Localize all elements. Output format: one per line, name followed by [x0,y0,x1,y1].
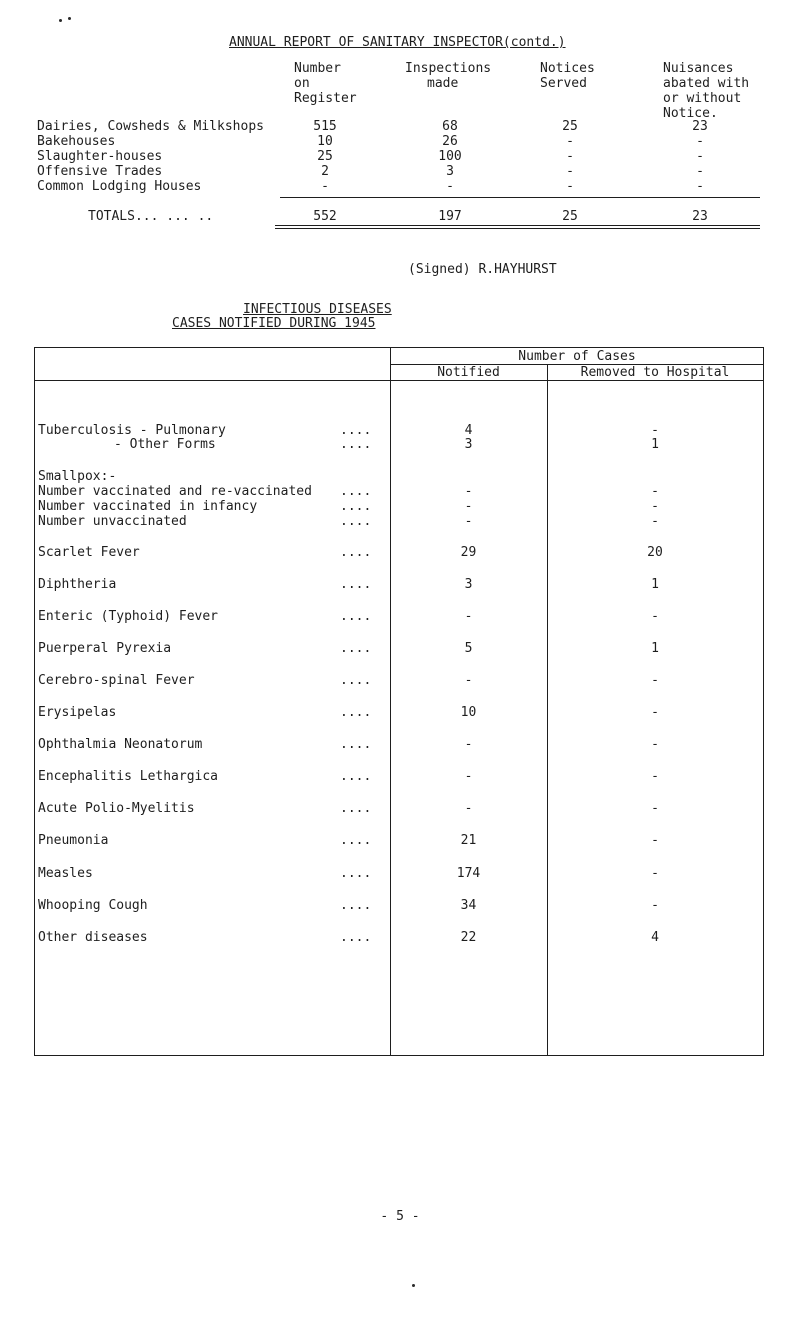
cell-notices: - [566,179,574,194]
cell-notified: 5 [464,641,473,656]
col-header-notices: Notices Served [540,61,595,91]
disease-label: Encephalitis Lethargica [38,769,219,784]
section-title: INFECTIOUS DISEASES [243,302,392,317]
disease-label: - Other Forms [114,437,216,452]
section-subtitle: CASES NOTIFIED DURING 1945 [172,316,376,331]
total-register: 552 [313,209,337,224]
col-divider-main [390,347,391,1055]
disease-label: Measles [38,866,93,881]
cell-removed: 1 [651,577,659,592]
leader-dots: .... [340,673,372,688]
disease-label: Other diseases [38,930,148,945]
totals-underline [275,225,760,226]
cell-removed: - [651,499,659,514]
cell-removed: - [651,801,659,816]
total-notices: 25 [562,209,578,224]
cell-notified: 34 [460,898,477,913]
cell-nuisances: - [696,134,704,149]
cell-removed: - [651,484,659,499]
cell-notified: - [464,609,473,624]
disease-label: Cerebro-spinal Fever [38,673,195,688]
cell-register: 515 [313,119,337,134]
disease-label: Diphtheria [38,577,117,592]
cell-nuisances: 23 [692,119,708,134]
col-header-nuisances: Nuisances abated with or without Notice. [663,61,750,121]
leader-dots: .... [340,930,372,945]
disease-label: Smallpox:- [38,469,117,484]
cell-removed: - [651,737,659,752]
cell-removed: 1 [651,437,659,452]
cell-register: - [321,179,329,194]
cell-notified: 4 [464,423,473,438]
table-top-border [34,347,764,348]
total-nuisances: 23 [692,209,708,224]
cell-nuisances: - [696,149,704,164]
leader-dots: .... [340,737,372,752]
disease-label: Number vaccinated and re-vaccinated [38,484,312,499]
cell-inspections: - [446,179,454,194]
cell-removed: 4 [651,930,659,945]
disease-label: Enteric (Typhoid) Fever [38,609,219,624]
cell-inspections: 68 [442,119,458,134]
disease-label: Puerperal Pyrexia [38,641,172,656]
row-label: Bakehouses [37,134,116,149]
cell-register: 2 [321,164,329,179]
cell-register: 25 [317,149,333,164]
totals-label: TOTALS... ... .. [88,209,214,224]
table-left-border [34,347,35,1055]
leader-dots: .... [340,609,372,624]
leader-dots: .... [340,769,372,784]
page-number: - 5 - [380,1209,420,1224]
header-number-of-cases: Number of Cases [518,349,636,364]
leader-dots: .... [340,499,372,514]
leader-dots: .... [340,641,372,656]
cell-notified: - [464,514,473,529]
cell-removed: - [651,423,659,438]
disease-label: Number unvaccinated [38,514,187,529]
cell-nuisances: - [696,179,704,194]
disease-label: Scarlet Fever [38,545,140,560]
totals-double-underline [275,228,760,229]
cell-notified: - [464,673,473,688]
cell-removed: - [651,673,659,688]
stray-mark [59,19,62,22]
leader-dots: .... [340,484,372,499]
cell-removed: - [651,866,659,881]
leader-dots: .... [340,577,372,592]
divider [280,197,760,198]
cell-notices: - [566,164,574,179]
col-header-register: Number on Register [294,61,357,106]
cell-removed: - [651,833,659,848]
cell-removed: 20 [647,545,663,560]
cell-nuisances: - [696,164,704,179]
cell-notified: 22 [460,930,477,945]
row-label: Dairies, Cowsheds & Milkshops [37,119,264,134]
leader-dots: .... [340,545,372,560]
disease-label: Number vaccinated in infancy [38,499,258,514]
col-header-inspections: Inspections made [405,61,492,91]
leader-dots: .... [340,437,372,452]
cell-register: 10 [317,134,333,149]
row-label: Offensive Trades [37,164,163,179]
cell-removed: 1 [651,641,659,656]
disease-label: Tuberculosis - Pulmonary [38,423,226,438]
leader-dots: .... [340,801,372,816]
stray-mark [68,17,71,20]
page-title: ANNUAL REPORT OF SANITARY INSPECTOR(contd.) [229,35,566,50]
cell-notices: - [566,149,574,164]
header-bottom-border [34,380,764,381]
col-header-notified: Notified [437,365,500,380]
disease-label: Erysipelas [38,705,117,720]
cell-removed: - [651,609,659,624]
cell-inspections: 100 [438,149,462,164]
total-inspections: 197 [438,209,462,224]
row-label: Slaughter-houses [37,149,163,164]
disease-label: Acute Polio-Myelitis [38,801,195,816]
cell-notified: - [464,769,473,784]
cell-notified: - [464,737,473,752]
cell-notified: - [464,801,473,816]
cell-notified: - [464,499,473,514]
cell-notices: - [566,134,574,149]
cell-notified: 3 [464,437,473,452]
leader-dots: .... [340,833,372,848]
col-header-removed: Removed to Hospital [580,365,730,380]
cell-inspections: 3 [446,164,454,179]
leader-dots: .... [340,705,372,720]
cell-removed: - [651,769,659,784]
disease-label: Whooping Cough [38,898,148,913]
cell-notified: - [464,484,473,499]
leader-dots: .... [340,423,372,438]
disease-label: Pneumonia [38,833,109,848]
disease-label: Ophthalmia Neonatorum [38,737,203,752]
cell-inspections: 26 [442,134,458,149]
row-label: Common Lodging Houses [37,179,202,194]
leader-dots: .... [340,866,372,881]
stray-mark [412,1284,415,1287]
cell-notified: 29 [460,545,477,560]
cell-notified: 3 [464,577,473,592]
cell-removed: - [651,705,659,720]
signature: (Signed) R.HAYHURST [408,262,557,277]
cell-removed: - [651,898,659,913]
cell-notices: 25 [562,119,578,134]
table-bottom-border [34,1055,764,1056]
cell-removed: - [651,514,659,529]
leader-dots: .... [340,898,372,913]
cell-notified: 10 [460,705,477,720]
cell-notified: 174 [456,866,481,881]
leader-dots: .... [340,514,372,529]
cell-notified: 21 [460,833,477,848]
table-right-border [763,347,764,1055]
